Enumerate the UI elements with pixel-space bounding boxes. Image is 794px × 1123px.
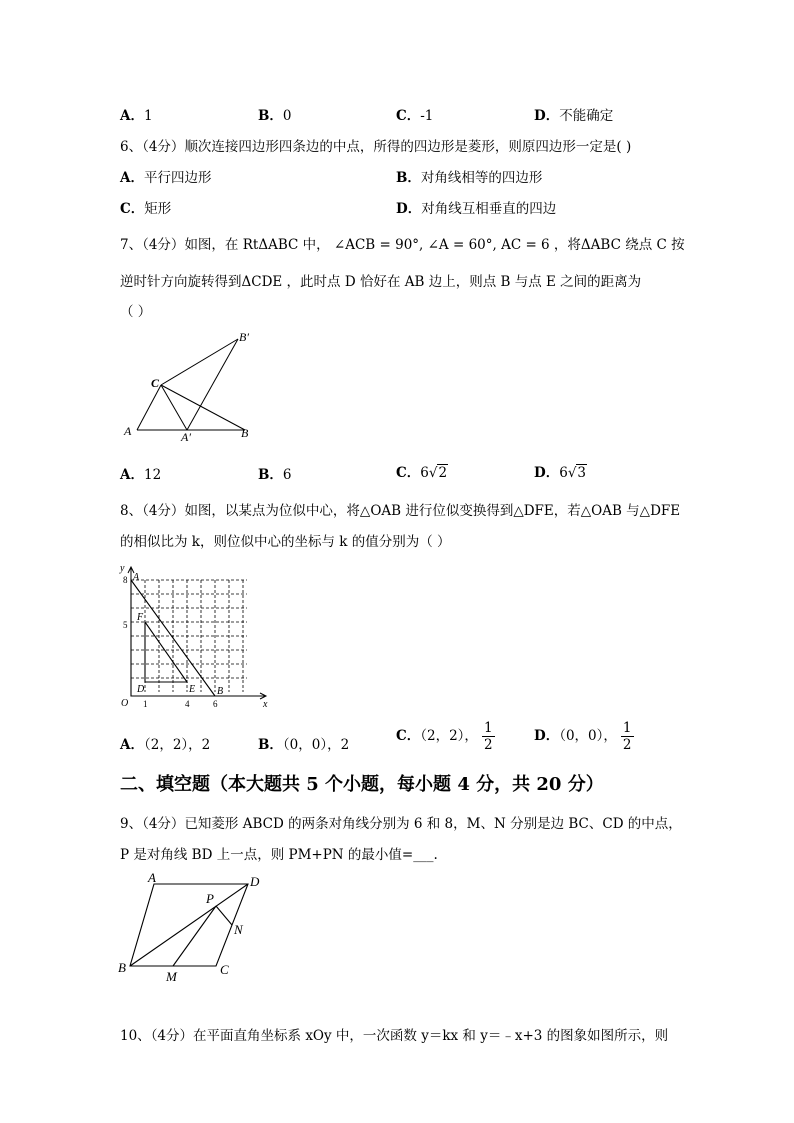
q7-option-a: A．12	[120, 467, 162, 483]
q8-tick-4: 4	[185, 699, 190, 709]
q7-label-a: A	[124, 424, 132, 438]
q9-label-p: P	[206, 891, 214, 906]
q7-option-b: B．6	[258, 467, 292, 483]
q9-label-c: C	[220, 962, 229, 977]
q8-option-a: A．（2，2），2	[120, 737, 211, 753]
q9-diagonal-bd	[130, 884, 248, 966]
q5-option-a: A．1	[120, 108, 153, 124]
q7-stem-line3: （ ）	[120, 304, 152, 320]
q8-label-a: A	[133, 572, 140, 583]
q8-label-e: E	[189, 684, 196, 695]
q8-triangle-dfe	[145, 622, 187, 682]
q7-label-b: B	[241, 426, 249, 440]
q8-tick-5: 5	[123, 620, 128, 630]
q6-option-a: A．平行四边形	[120, 170, 212, 186]
q9-label-m: M	[166, 969, 177, 984]
q7-option-c: C．6√2	[396, 465, 448, 481]
q8-tick-6: 6	[213, 699, 218, 709]
q8-label-b: B	[217, 686, 224, 697]
q5-option-d: D．不能确定	[534, 108, 614, 124]
q7-label-a-prime: A′	[181, 430, 191, 444]
q8-stem-line1: 8、（4分）如图，以某点为位似中心，将△OAB 进行位似变换得到△DFE，若△OAB 与△DFE	[120, 503, 681, 519]
q7-label-b-prime: B′	[239, 330, 249, 344]
q8-label-o: O	[121, 698, 129, 709]
q9-stem-line2: P 是对角线 BD 上一点，则 PM+PN 的最小值=___.	[120, 847, 438, 863]
q8-figure	[115, 562, 275, 712]
q5-option-b: B．0	[258, 108, 292, 124]
q8-label-y: y	[120, 563, 125, 574]
q7-segment-a-prime-b-prime	[187, 339, 238, 430]
q6-option-d: D．对角线互相垂直的四边	[396, 201, 557, 217]
q5-option-c: C．-1	[396, 108, 434, 124]
q7-segment-ac	[137, 385, 161, 430]
q7-option-d: D．6√3	[534, 465, 587, 481]
q8-option-c: C．（2，2）， $\frac{1}{2}$	[396, 720, 493, 753]
q9-label-n: N	[234, 922, 243, 937]
q8-tick-8: 8	[123, 575, 128, 585]
q6-stem: 6、（4分）顺次连接四边形四条边的中点，所得的四边形是菱形，则原四边形一定是( )	[120, 139, 632, 155]
q9-segment-pn	[216, 906, 232, 925]
q7-label-c: C	[151, 376, 160, 390]
q8-tick-1: 1	[143, 699, 148, 709]
q7-stem-line2: 逆时针方向旋转得到ΔCDE ，此时点 D 恰好在 AB 边上，则点 B 与点 E 之间的距离为	[120, 274, 642, 290]
q8-label-f: F	[137, 612, 144, 623]
q8-stem-line2: 的相似比为 k，则位似中心的坐标与 k 的值分别为（ ）	[120, 534, 451, 550]
q9-label-b: B	[118, 960, 126, 975]
q9-label-d: D	[250, 874, 260, 889]
q9-label-a: A	[148, 870, 156, 885]
q9-segment-mp	[173, 906, 216, 966]
q8-label-d: D	[137, 684, 145, 695]
q7-figure	[115, 325, 275, 445]
q6-option-c: C．矩形	[120, 201, 172, 217]
q8-label-x: x	[263, 699, 268, 710]
q8-option-d: D．（0，0）， $\frac{1}{2}$	[534, 720, 632, 753]
q9-figure	[112, 866, 272, 986]
q7-segment-cb-prime	[161, 339, 238, 385]
q10-stem-line1: 10、（4分）在平面直角坐标系 xOy 中，一次函数 y＝kx 和 y＝﹣x+3 的图象如图所示，则	[120, 1028, 669, 1044]
q9-stem-line1: 9、（4分）已知菱形 ABCD 的两条对角线分别为 6 和 8，M、N 分别是边 BC、CD 的中点，	[120, 816, 682, 832]
q6-option-b: B．对角线相等的四边形	[396, 170, 543, 186]
section-title-fill-in: 二、填空题（本大题共 5 个小题，每小题 4 分，共 20 分）	[120, 774, 604, 795]
q8-grid	[131, 580, 247, 692]
q8-option-b: B．（0，0），2	[258, 737, 350, 753]
q7-stem-line1: 7、（4分）如图，在 RtΔABC 中， ∠ACB = 90°, ∠A = 60°, AC = 6 ，将ΔABC 绕点 C 按	[120, 237, 685, 253]
